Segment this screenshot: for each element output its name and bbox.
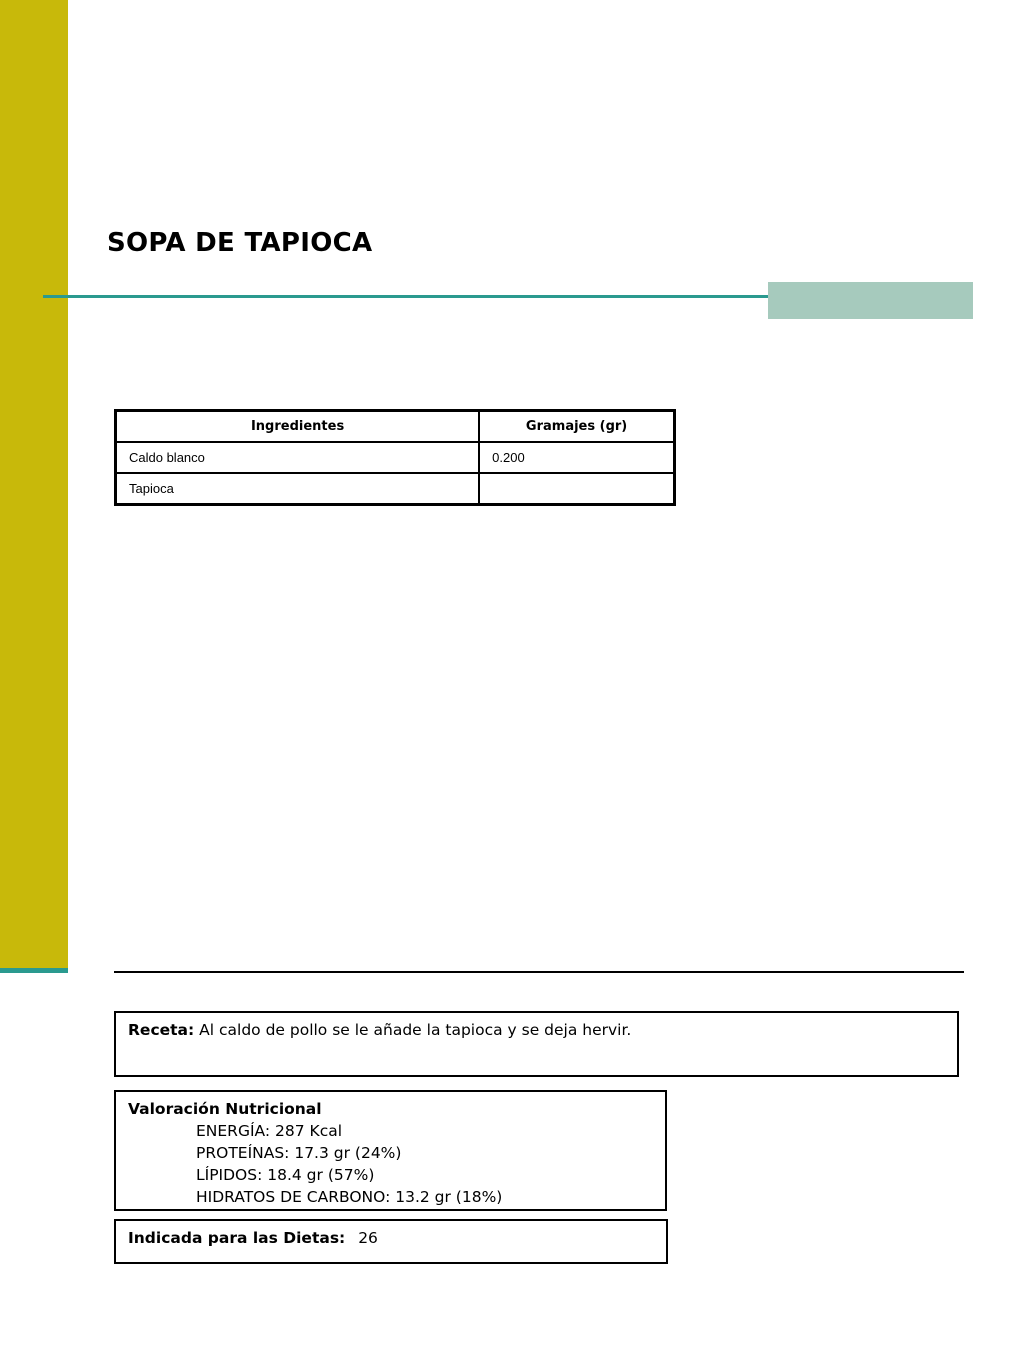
title-accent-block — [768, 282, 973, 319]
receta-box — [114, 1011, 959, 1077]
valoracion-line-energia: ENERGÍA: 287 Kcal — [196, 1122, 343, 1140]
valoracion-box — [114, 1090, 667, 1211]
section-divider — [114, 971, 964, 973]
side-accent-bar-foot — [0, 968, 68, 973]
valoracion-heading: Valoración Nutricional — [128, 1100, 322, 1118]
dietas-label: Indicada para las Dietas: — [128, 1229, 346, 1247]
side-accent-bar — [0, 0, 68, 968]
valoracion-line-lipidos: LÍPIDOS: 18.4 gr (57%) — [196, 1166, 375, 1184]
dietas-box — [114, 1219, 668, 1264]
ingredients-table — [114, 409, 676, 506]
ingredient-cell: Tapioca — [116, 473, 480, 505]
page-title: SOPA DE TAPIOCA — [107, 228, 373, 258]
ingredient-cell: Caldo blanco — [116, 442, 480, 473]
valoracion-line-hidratos: HIDRATOS DE CARBONO: 13.2 gr (18%) — [196, 1188, 503, 1206]
receta-text: Al caldo de pollo se le añade la tapioca y se deja hervir. — [199, 1021, 632, 1039]
table-row — [116, 442, 675, 473]
dietas-value: 26 — [358, 1229, 378, 1247]
header-ingredientes: Ingredientes — [116, 411, 480, 443]
gramaje-cell — [479, 473, 674, 505]
valoracion-line-proteinas: PROTEÍNAS: 17.3 gr (24%) — [196, 1144, 402, 1162]
gramaje-cell: 0.200 — [479, 442, 674, 473]
header-gramajes: Gramajes (gr) — [479, 411, 674, 443]
table-header-row — [116, 411, 675, 443]
receta-label: Receta: — [128, 1021, 195, 1039]
table-row — [116, 473, 675, 505]
